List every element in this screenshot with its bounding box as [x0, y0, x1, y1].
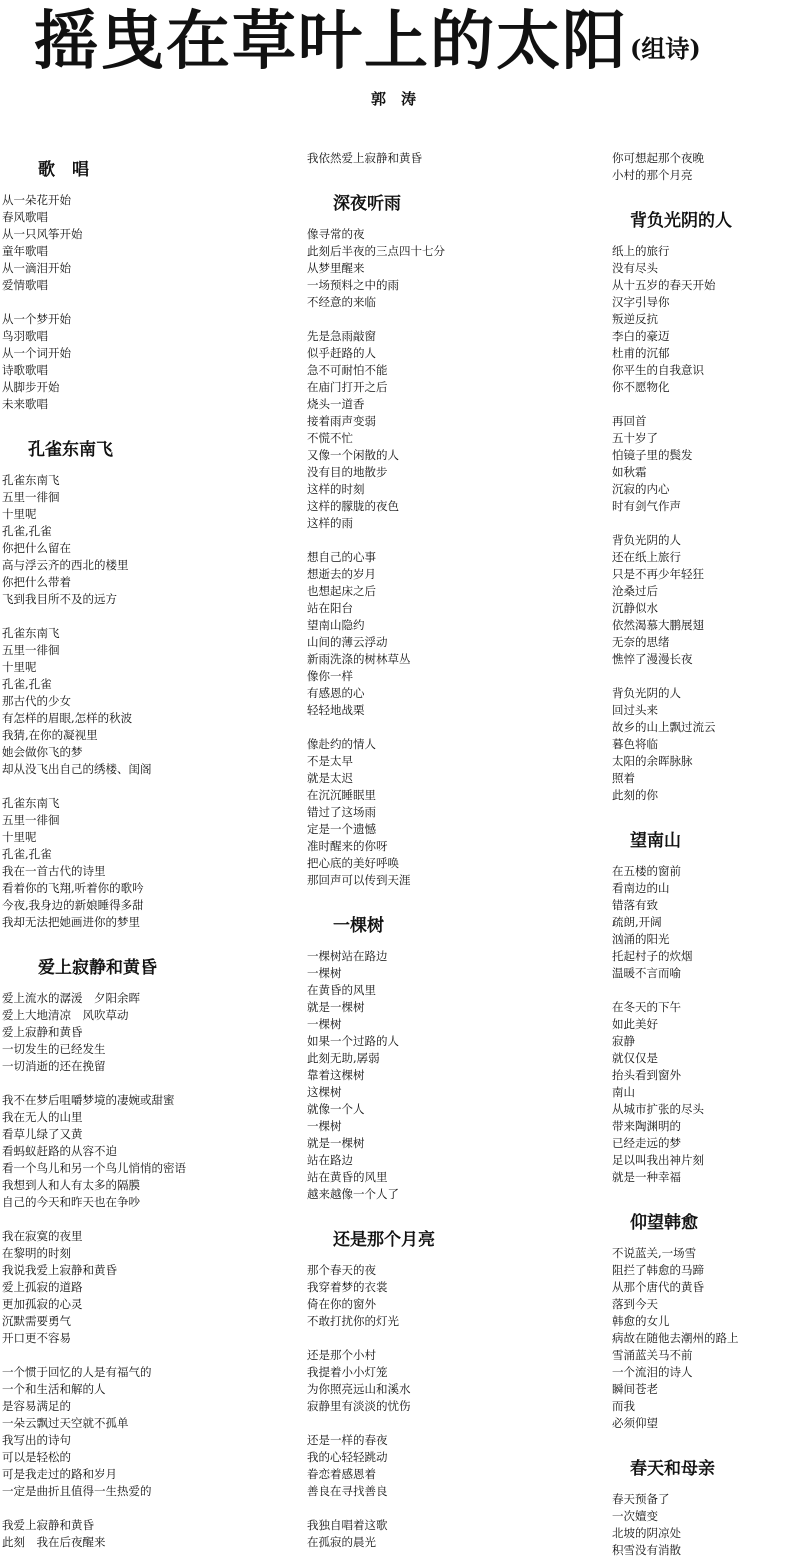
- poem-line: 杜甫的沉郁: [612, 346, 670, 360]
- poem-line: 站在阳台: [307, 601, 353, 615]
- poem-line: 开口更不容易: [2, 1331, 71, 1345]
- poem-line: 看南边的山: [612, 881, 670, 895]
- poem-line: 沧桑过后: [612, 584, 658, 598]
- poem-line: 一个和生活和解的人: [2, 1382, 106, 1396]
- poem-line: 看草儿绿了又黄: [2, 1127, 83, 1141]
- poem-line: 就像一个人: [307, 1102, 365, 1116]
- poem-title: 春天和母亲: [630, 1459, 715, 1479]
- poem-line: 从一朵花开始: [2, 193, 71, 207]
- poem-line: 可以是轻松的: [2, 1450, 71, 1464]
- poem-line: 你把什么带着: [2, 575, 71, 589]
- poem-line: 站在黄昏的风里: [307, 1170, 388, 1184]
- title-subtitle: (组诗): [630, 34, 701, 63]
- stanza-gap: [612, 982, 787, 999]
- stanza-gap: [307, 889, 607, 906]
- poem-line: 高与浮云齐的西北的楼里: [2, 558, 129, 572]
- poem-line: 已经走远的梦: [612, 1136, 681, 1150]
- poem-line: 一次嬗变: [612, 1509, 658, 1523]
- poem-line: 不是太早: [307, 754, 353, 768]
- poem-line: 只是不再少年轻狂: [612, 567, 704, 581]
- poem-line: 你不愿物化: [612, 380, 670, 394]
- poem-line: 孔雀东南飞: [2, 626, 60, 640]
- poem-line: 五里一徘徊: [2, 490, 60, 504]
- poem-line: 轻轻地战栗: [307, 703, 365, 717]
- poem-line: 不说蓝关,一场雪: [612, 1246, 697, 1260]
- poem-title: 深夜听雨: [333, 194, 401, 214]
- poem-title: 望南山: [630, 831, 681, 851]
- poem-line: 就是一棵树: [307, 1136, 365, 1150]
- poem-line: 那古代的少女: [2, 694, 71, 708]
- author-name: 郭 涛: [370, 90, 416, 108]
- poem-line: 十里呢: [2, 660, 37, 674]
- poem-title: 还是那个月亮: [333, 1230, 435, 1250]
- poem-line: 雪涌蓝关马不前: [612, 1348, 693, 1362]
- poem-line: 故乡的山上飘过流云: [612, 720, 716, 734]
- stanza-gap: [612, 515, 787, 532]
- poem-line: 是容易满足的: [2, 1399, 71, 1413]
- stanza-gap: [307, 1500, 607, 1517]
- poem-line: 春风歌唱: [2, 210, 48, 224]
- stanza-gap: [2, 294, 302, 311]
- poem-line: 五里一徘徊: [2, 643, 60, 657]
- poem-line: 倚在你的窗外: [307, 1297, 376, 1311]
- poem-line: 如秋霜: [612, 465, 647, 479]
- poem-title: 歌 唱: [38, 160, 89, 180]
- poem-line: 纸上的旅行: [612, 244, 670, 258]
- poem-line: 积雪没有消散: [612, 1543, 681, 1557]
- poem-line: 这样的雨: [307, 516, 353, 530]
- poem-line: 沉静似水: [612, 601, 658, 615]
- poem-line: 南山: [612, 1085, 635, 1099]
- poem-line: 为你照亮远山和溪水: [307, 1382, 411, 1396]
- poem-line: 自己的今天和昨天也在争吵: [2, 1195, 140, 1209]
- poem-line: 准时醒来的你呀: [307, 839, 388, 853]
- poem-line: 这样的朦胧的夜色: [307, 499, 399, 513]
- poem-line: 错落有致: [612, 898, 658, 912]
- poem-line: 一棵树站在路边: [307, 949, 388, 963]
- poem-line: 在孤寂的晨光: [307, 1535, 376, 1549]
- poem-line: 必须仰望: [612, 1416, 658, 1430]
- poem-line: 她会做你飞的梦: [2, 745, 83, 759]
- poem-line: 烧头一道香: [307, 397, 365, 411]
- poem-line: 有感恩的心: [307, 686, 365, 700]
- poem-line: 有怎样的眉眼,怎样的秋波: [2, 711, 133, 725]
- poem-line: 孔雀,孔雀: [2, 677, 52, 691]
- poem-line: 疏朗,开阔: [612, 915, 662, 929]
- poem-line: 还在纸上旅行: [612, 550, 681, 564]
- stanza-gap: [612, 1432, 787, 1449]
- poem-line: 你可想起那个夜晚: [612, 151, 704, 165]
- poem-line: 山间的薄云浮动: [307, 635, 388, 649]
- poem-line: 托起村子的炊烟: [612, 949, 693, 963]
- poem-line: 而我: [612, 1399, 635, 1413]
- poem-line: 在黄昏的风里: [307, 983, 376, 997]
- poem-line: 此刻 我在后夜醒来: [2, 1535, 106, 1549]
- poem-line: 一定是曲折且值得一生热爱的: [2, 1484, 152, 1498]
- poem-line: 此刻的你: [612, 788, 658, 802]
- poem-line: 依然渴慕大鹏展翅: [612, 618, 704, 632]
- poem-line: 怕镜子里的鬓发: [612, 448, 693, 462]
- poem-line: 童年歌唱: [2, 244, 48, 258]
- stanza-gap: [307, 1415, 607, 1432]
- poem-line: 我提着小小灯笼: [307, 1365, 388, 1379]
- poem-title: 爱上寂静和黄昏: [38, 958, 157, 978]
- poem-line: 病故在随他去潮州的路上: [612, 1331, 739, 1345]
- poem-line: 十里呢: [2, 507, 37, 521]
- poem-line: 一棵树: [307, 1017, 342, 1031]
- poem-line: 从那个唐代的黄昏: [612, 1280, 704, 1294]
- poem-line: 时有剑气作声: [612, 499, 681, 513]
- stanza-gap: [307, 1203, 607, 1220]
- poem-line: 还是一样的春夜: [307, 1433, 388, 1447]
- poem-line: 沉寂的内心: [612, 482, 670, 496]
- poem-line: 诗歌歌唱: [2, 363, 48, 377]
- text-column-1: [2, 150, 302, 1551]
- title-text: 摇曳在草叶上的太阳: [34, 5, 628, 79]
- poem-line: 照着: [612, 771, 635, 785]
- poem-line: 春天预备了: [612, 1492, 670, 1506]
- poem-line: 不慌不忙: [307, 431, 353, 445]
- poem-line: 我的心轻轻跳动: [307, 1450, 388, 1464]
- poem-line: 一朵云飘过天空就不孤单: [2, 1416, 129, 1430]
- poem-line: 我却无法把她画进你的梦里: [2, 915, 140, 929]
- poem-line: 眷恋着感恩着: [307, 1467, 376, 1481]
- poem-line: 如果一个过路的人: [307, 1034, 399, 1048]
- poem-line: 似乎赶路的人: [307, 346, 376, 360]
- poem-line: 未来歌唱: [2, 397, 48, 411]
- stanza-gap: [2, 608, 302, 625]
- poem-line: 我写出的诗句: [2, 1433, 71, 1447]
- poem-line: 今夜,我身边的新娘睡得多甜: [2, 898, 144, 912]
- poem-line: 我依然爱上寂静和黄昏: [307, 151, 422, 165]
- poem-line: 那个春天的夜: [307, 1263, 376, 1277]
- poem-line: 从一滴泪开始: [2, 261, 71, 275]
- poem-line: 孔雀,孔雀: [2, 847, 52, 861]
- stanza-gap: [612, 396, 787, 413]
- poem-line: 还是那个小村: [307, 1348, 376, 1362]
- poem-line: 望南山隐约: [307, 618, 365, 632]
- poem-line: 就是太迟: [307, 771, 353, 785]
- poem-line: 太阳的余晖脉脉: [612, 754, 693, 768]
- poem-line: 从一个词开始: [2, 346, 71, 360]
- poem-line: 更加孤寂的心灵: [2, 1297, 83, 1311]
- stanza-gap: [2, 1075, 302, 1092]
- poem-line: 像你一样: [307, 669, 353, 683]
- poem-line: 韩愈的女儿: [612, 1314, 670, 1328]
- poem-title: 孔雀东南飞: [28, 440, 113, 460]
- poem-line: 又像一个闲散的人: [307, 448, 399, 462]
- poem-line: 此刻后半夜的三点四十七分: [307, 244, 445, 258]
- poem-line: 抬头看到窗外: [612, 1068, 681, 1082]
- poem-line: 那回声可以传到天涯: [307, 873, 411, 887]
- poem-line: 看着你的飞翔,听着你的歌吟: [2, 881, 144, 895]
- stanza-gap: [612, 804, 787, 821]
- stanza-gap: [612, 668, 787, 685]
- poem-line: 一个惯于回忆的人是有福气的: [2, 1365, 152, 1379]
- poem-line: 背负光阴的人: [612, 533, 681, 547]
- poem-line: 不敢打扰你的灯光: [307, 1314, 399, 1328]
- text-column-2: [307, 150, 607, 1551]
- stanza-gap: [307, 532, 607, 549]
- poem-line: 看蚂蚁赶路的从容不迫: [2, 1144, 117, 1158]
- poem-line: 阻拦了韩愈的马蹄: [612, 1263, 704, 1277]
- poem-line: 靠着这棵树: [307, 1068, 365, 1082]
- poem-line: 就是一棵树: [307, 1000, 365, 1014]
- stanza-gap: [307, 311, 607, 328]
- poem-title: 一棵树: [333, 916, 384, 936]
- poem-line: 在沉沉睡眠里: [307, 788, 376, 802]
- poem-line: 汹涌的阳光: [612, 932, 670, 946]
- poem-line: 瞬间苍老: [612, 1382, 658, 1396]
- poem-line: 站在路边: [307, 1153, 353, 1167]
- poem-title: 仰望韩愈: [630, 1213, 698, 1233]
- poem-collection-title: [34, 2, 787, 82]
- poem-line: 暮色将临: [612, 737, 658, 751]
- poem-line: 在庙门打开之后: [307, 380, 388, 394]
- poem-line: 带来陶渊明的: [612, 1119, 681, 1133]
- poem-line: 孔雀东南飞: [2, 473, 60, 487]
- poem-line: 五十岁了: [612, 431, 658, 445]
- poem-line: 落到今天: [612, 1297, 658, 1311]
- poem-line: 足以叫我出神片刻: [612, 1153, 704, 1167]
- poem-line: 爱上大地清凉 风吹草动: [2, 1008, 129, 1022]
- stanza-gap: [2, 931, 302, 948]
- poem-line: 再回首: [612, 414, 647, 428]
- stanza-gap: [612, 1186, 787, 1203]
- poem-line: 一棵树: [307, 966, 342, 980]
- poem-line: 在五楼的窗前: [612, 864, 681, 878]
- poem-line: 我在无人的山里: [2, 1110, 83, 1124]
- stanza-gap: [2, 413, 302, 430]
- stanza-gap: [612, 184, 787, 201]
- poem-line: 没有目的地散步: [307, 465, 388, 479]
- poem-line: 回过头来: [612, 703, 658, 717]
- poem-line: 爱上孤寂的道路: [2, 1280, 83, 1294]
- poem-line: 想逝去的岁月: [307, 567, 376, 581]
- poem-line: 先是急雨敲窗: [307, 329, 376, 343]
- poem-line: 孔雀,孔雀: [2, 524, 52, 538]
- poem-line: 沉默需要勇气: [2, 1314, 71, 1328]
- poem-line: 我爱上寂静和黄昏: [2, 1518, 94, 1532]
- poem-line: 我在一首古代的诗里: [2, 864, 106, 878]
- poem-line: 爱上寂静和黄昏: [2, 1025, 83, 1039]
- stanza-gap: [2, 778, 302, 795]
- poem-line: 可是我走过的路和岁月: [2, 1467, 117, 1481]
- poem-line: 想自己的心事: [307, 550, 376, 564]
- poem-line: 接着雨声变弱: [307, 414, 376, 428]
- poem-line: 错过了这场雨: [307, 805, 376, 819]
- poem-title: 背负光阴的人: [630, 211, 732, 231]
- poem-line: 背负光阴的人: [612, 686, 681, 700]
- poem-line: 我不在梦后咀嚼梦境的凄婉或甜蜜: [2, 1093, 175, 1107]
- text-column-3: [612, 150, 787, 1559]
- poem-line: 叛逆反抗: [612, 312, 658, 326]
- poem-line: 五里一徘徊: [2, 813, 60, 827]
- poem-line: 善良在寻找善良: [307, 1484, 388, 1498]
- poem-line: 温暖不言而喻: [612, 966, 681, 980]
- poem-line: 一切消逝的还在挽留: [2, 1059, 106, 1073]
- poem-line: 孔雀东南飞: [2, 796, 60, 810]
- poem-line: 像寻常的夜: [307, 227, 365, 241]
- poem-line: 没有尽头: [612, 261, 658, 275]
- poem-line: 急不可耐怕不能: [307, 363, 388, 377]
- poem-line: 就仅仅是: [612, 1051, 658, 1065]
- poem-line: 却从没飞出自己的绣楼、闺阁: [2, 762, 152, 776]
- poem-line: 李白的豪迈: [612, 329, 670, 343]
- poem-line: 爱上流水的潺湲 夕阳余晖: [2, 991, 140, 1005]
- poem-line: 此刻无助,孱弱: [307, 1051, 380, 1065]
- poem-line: 鸟羽歌唱: [2, 329, 48, 343]
- stanza-gap: [307, 1330, 607, 1347]
- poem-line: 十里呢: [2, 830, 37, 844]
- poem-line: 我独自唱着这歌: [307, 1518, 388, 1532]
- poem-line: 把心底的美好呼唤: [307, 856, 399, 870]
- poem-line: 寂静里有淡淡的忧伤: [307, 1399, 411, 1413]
- poem-line: 从一个梦开始: [2, 312, 71, 326]
- poem-line: 如此美好: [612, 1017, 658, 1031]
- poem-line: 飞到我目所不及的远方: [2, 592, 117, 606]
- poem-line: 像赴约的情人: [307, 737, 376, 751]
- poem-line: 在黎明的时刻: [2, 1246, 71, 1260]
- poem-line: 看一个鸟儿和另一个鸟儿悄悄的密语: [2, 1161, 186, 1175]
- poem-line: 我说我爱上寂静和黄昏: [2, 1263, 117, 1277]
- poem-line: 从十五岁的春天开始: [612, 278, 716, 292]
- poem-line: 憔悴了漫漫长夜: [612, 652, 693, 666]
- poem-line: 一切发生的已经发生: [2, 1042, 106, 1056]
- poem-line: 一场预料之中的雨: [307, 278, 399, 292]
- poem-line: 越来越像一个人了: [307, 1187, 399, 1201]
- poem-line: 从城市扩张的尽头: [612, 1102, 704, 1116]
- poem-line: 我想到人和人有太多的隔膜: [2, 1178, 140, 1192]
- poem-line: 你把什么留在: [2, 541, 71, 555]
- poem-line: 在冬天的下午: [612, 1000, 681, 1014]
- poem-line: 我在寂寞的夜里: [2, 1229, 83, 1243]
- poem-line: 汉字引导你: [612, 295, 670, 309]
- poem-line: 定是一个遗憾: [307, 822, 376, 836]
- poem-line: 一棵树: [307, 1119, 342, 1133]
- poem-line: 小村的那个月亮: [612, 168, 693, 182]
- stanza-gap: [2, 1211, 302, 1228]
- stanza-gap: [307, 167, 607, 184]
- poem-line: 从梦里醒来: [307, 261, 365, 275]
- poem-line: 这样的时刻: [307, 482, 365, 496]
- poem-line: 从脚步开始: [2, 380, 60, 394]
- poem-line: 我猜,在你的凝视里: [2, 728, 98, 742]
- poem-line: 北坡的阴凉处: [612, 1526, 681, 1540]
- poem-line: 无奈的思绪: [612, 635, 670, 649]
- poem-line: 我穿着梦的衣裳: [307, 1280, 388, 1294]
- poem-line: 这棵树: [307, 1085, 342, 1099]
- poem-line: 你平生的自我意识: [612, 363, 704, 377]
- stanza-gap: [2, 1500, 302, 1517]
- poem-line: 一个流泪的诗人: [612, 1365, 693, 1379]
- stanza-gap: [2, 1347, 302, 1364]
- poem-line: 不经意的来临: [307, 295, 376, 309]
- poem-line: 寂静: [612, 1034, 635, 1048]
- poem-line: 也想起床之后: [307, 584, 376, 598]
- poem-line: 就是一种幸福: [612, 1170, 681, 1184]
- poem-line: 从一只风筝开始: [2, 227, 83, 241]
- poem-line: 爱情歌唱: [2, 278, 48, 292]
- poem-line: 新雨洗涤的树林草丛: [307, 652, 411, 666]
- stanza-gap: [307, 719, 607, 736]
